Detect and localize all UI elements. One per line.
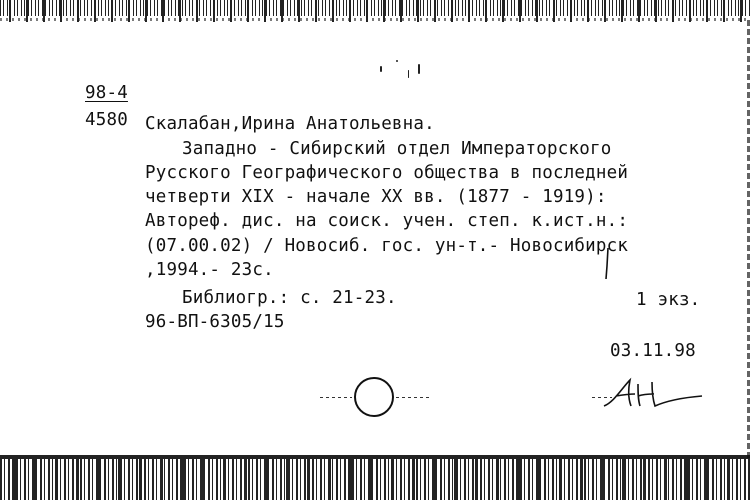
scan-speck (418, 64, 420, 74)
title-line: (07.00.02) / Новосиб. гос. ун-т.- Новосибирск (145, 236, 629, 256)
title-line: Западно - Сибирский отдел Императорского (182, 139, 612, 159)
title-line: Русского Географического общества в последней (145, 163, 629, 183)
entry-number: 4580 (85, 110, 128, 130)
author-name: Скалабан,Ирина Анатольевна. (145, 114, 435, 134)
title-line: Автореф. дис. на соиск. учен. степ. к.ист.н.: (145, 211, 629, 231)
title-line: четверти XIX - начале XX вв. (1877 - 1919): (145, 187, 607, 207)
bibliography-note: Библиогр.: с. 21-23. (182, 288, 397, 308)
copies-count: 1 экз. (636, 290, 701, 310)
catalog-date: 03.11.98 (610, 341, 696, 361)
punch-hole (354, 377, 394, 417)
shelf-mark: 96-ВП-6305/15 (145, 312, 285, 332)
title-line: ,1994.- 23с. (145, 260, 274, 280)
signature-icon (598, 372, 710, 414)
handwritten-mark-icon (600, 246, 614, 282)
dash-guide-right (396, 397, 432, 398)
dash-guide-left (320, 397, 352, 398)
index-code: 98-4 (85, 83, 128, 103)
scan-speck (396, 60, 398, 62)
scan-speck (408, 70, 409, 78)
scan-speck (380, 66, 382, 72)
card-top-edge (0, 0, 750, 22)
card-bottom-edge (0, 455, 750, 500)
